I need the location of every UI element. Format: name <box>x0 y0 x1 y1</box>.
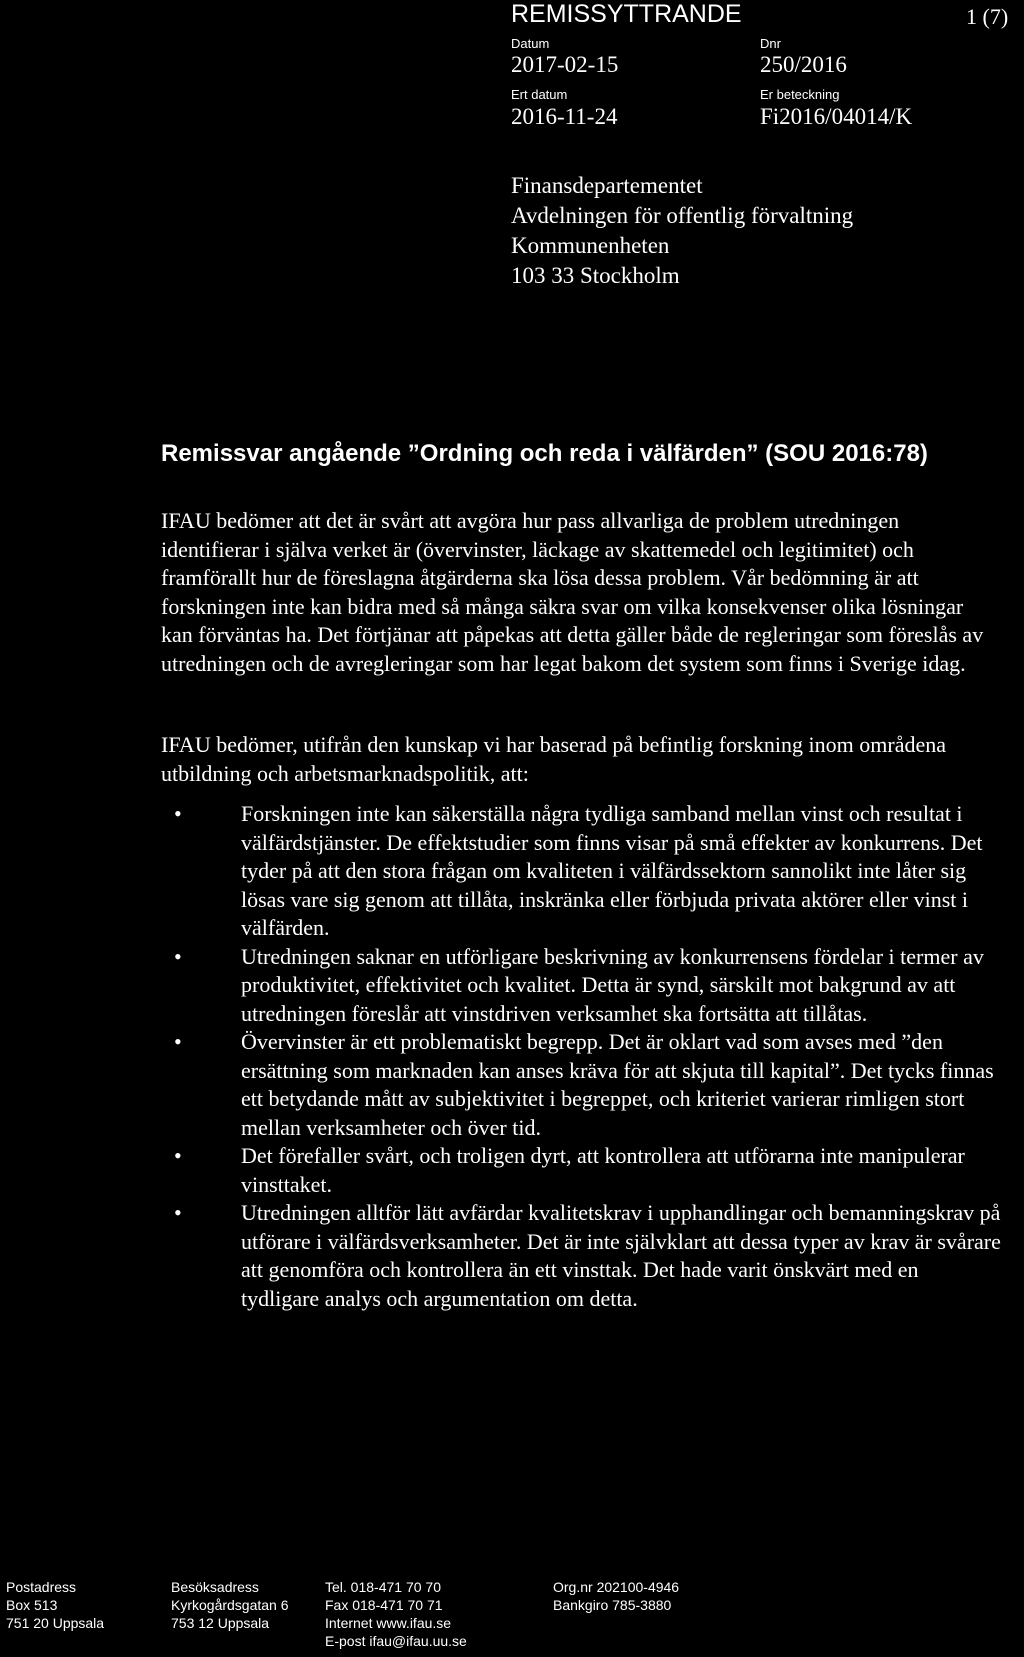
document-title: Remissvar angående ”Ordning och reda i välfärden” (SOU 2016:78) <box>161 440 928 467</box>
footer-line: Besöksadress <box>171 1579 259 1595</box>
list-item <box>161 800 1001 943</box>
list-item-text: Det förefaller svårt, och troligen dyrt, att kontrollera att utförarna inte manipulerar vinsttaket. <box>241 1143 965 1197</box>
footer-line: Internet www.ifau.se <box>325 1615 452 1631</box>
recipient-line: Avdelningen för offentlig förvaltning <box>511 203 854 228</box>
bullet-list <box>161 800 1001 1313</box>
your-date-value: 2016-11-24 <box>511 104 618 129</box>
bullet-icon: • <box>174 1143 182 1168</box>
bullet-icon: • <box>174 943 182 969</box>
list-item-text: Forskningen inte kan säkerställa några tydliga samband mellan vinst och resultat i välfärdstjänster. De effektstudier som finns visar på små effekter av konkurrens. Det tyder på att den stora frågan om kvaliteten i välfärdssektorn sannolikt inte låter sig lösas vare sig genom att tillåta, inskränka eller förbjuda privata aktörer eller vinst i välfärden. <box>241 801 983 940</box>
footer-line: Tel. 018-471 70 70 <box>325 1579 441 1595</box>
bullet-icon: • <box>174 1200 182 1225</box>
recipient-address <box>511 171 853 291</box>
footer-line: E-post ifau@ifau.uu.se <box>325 1633 467 1649</box>
date-value: 2017-02-15 <box>511 52 619 77</box>
page-number: 1 (7) <box>966 4 1009 29</box>
footer-line: 751 20 Uppsala <box>6 1615 105 1631</box>
reference-label: Dnr <box>760 36 781 51</box>
list-item-text: Utredningen alltför lätt avfärdar kvalitetskrav i upphandlingar och bemanningskrav på utförare i välfärdsverksamheter. Det är inte självklart att dessa typer av krav är svårare att genomföra och kontrollera än ett vinsttak. Det hade varit önskvärt med en tydligare analys och argumentation om detta. <box>241 1200 1001 1311</box>
footer-line: Box 513 <box>6 1597 58 1613</box>
recipient-line: 103 33 Stockholm <box>511 263 680 288</box>
footer-contact <box>325 1578 467 1650</box>
footer-visit-address <box>171 1578 289 1632</box>
footer-line: Fax 018-471 70 71 <box>325 1597 443 1613</box>
footer-line: Kyrkogårdsgatan 6 <box>171 1597 289 1613</box>
bullet-icon: • <box>174 1029 182 1054</box>
recipient-line: Kommunenheten <box>511 233 670 258</box>
footer-line: Org.nr 202100-4946 <box>553 1579 680 1595</box>
footer-postal-address <box>6 1578 104 1632</box>
document-type: REMISSYTTRANDE <box>511 0 742 28</box>
your-reference-value: Fi2016/04014/K <box>760 104 913 129</box>
reference-value: 250/2016 <box>760 52 847 77</box>
list-item-text: Övervinster är ett problematiskt begrepp. Det är oklart vad som avses med ”den ersättning som marknaden kan anses kräva för att skjuta till kapital”. Det tycks finnas ett betydande mått av subjektivitet i begreppet, och kriteriet varierar rimligen stort mellan verksamheter och över tid. <box>241 1029 994 1140</box>
list-item <box>161 1199 1001 1313</box>
footer-line: Bankgiro 785-3880 <box>553 1597 672 1613</box>
date-label: Datum <box>511 36 550 51</box>
list-item <box>161 1142 1001 1199</box>
paragraph: IFAU bedömer, utifrån den kunskap vi har baserad på befintlig forskning inom områdena utbildning och arbetsmarknadspolitik, att: <box>161 732 946 786</box>
bullet-icon: • <box>174 801 182 826</box>
list-item <box>161 943 1001 1029</box>
list-item <box>161 1028 1001 1142</box>
list-item-text: Utredningen saknar en utförligare beskrivning av konkurrensens fördelar i termer av produktivitet, effektivitet och kvalitet. Detta är synd, särskilt mot bakgrund av att utredningen föreslår att vinstdriven verksamhet ska fortsätta att tillåtas. <box>241 943 984 1026</box>
footer-organisation <box>553 1578 679 1614</box>
recipient-line: Finansdepartementet <box>511 173 703 198</box>
your-date-label: Ert datum <box>511 87 568 102</box>
footer-line: 753 12 Uppsala <box>171 1615 270 1631</box>
your-reference-label: Er beteckning <box>760 87 840 102</box>
footer-line: Postadress <box>6 1579 77 1595</box>
paragraph: IFAU bedömer att det är svårt att avgöra hur pass allvarliga de problem utredningen identifierar i själva verket är (övervinster, läckage av skattemedel och legitimitet) och framförallt hur de föreslagna åtgärderna ska lösa dessa problem. Vår bedömning är att forskningen inte kan bidra med så många säkra svar om vilka konsekvenser olika lösningar kan förväntas ha. Det förtjänar att påpekas att detta gäller både de regleringar som föreslås av utredningen och de avregleringar som har legat bakom det system som finns i Sverige idag. <box>161 508 984 676</box>
